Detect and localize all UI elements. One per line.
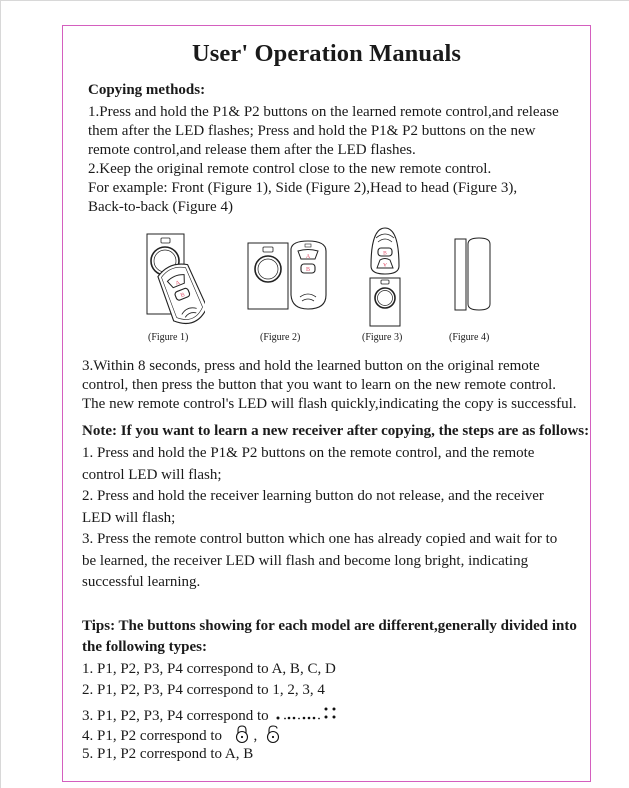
svg-text:B: B (305, 267, 311, 273)
manual-page (62, 25, 591, 782)
tips-item: 2. P1, P2, P3, P4 correspond to 1, 2, 3, 4 (82, 682, 325, 698)
svg-text:B: B (179, 292, 186, 300)
tips-item-4-text: 4. P1, P2 correspond to (82, 728, 222, 744)
note-line: control LED will flash; (82, 467, 222, 483)
dot-symbols-icon (274, 703, 352, 723)
step3-line: 3.Within 8 seconds, press and hold the learned button on the original remote (82, 358, 540, 374)
tips-item-3-text: 3. P1, P2, P3, P4 correspond to (82, 708, 269, 724)
step3-line: The new remote control's LED will flash quickly,indicating the copy is successful. (82, 396, 577, 412)
svg-text:A: A (174, 279, 182, 288)
page-title: User' Operation Manuals (191, 40, 462, 67)
copying-line: remote control,and release them after the LED flashes. (88, 142, 416, 158)
note-line: successful learning. (82, 574, 201, 590)
tips-heading-continued: the following types: (82, 639, 207, 655)
step3-line: control, then press the button that you want to learn on the new remote control. (82, 377, 557, 393)
note-line: be learned, the receiver LED will flash and become long bright, indicating (82, 553, 529, 569)
symbol-separator: , (253, 728, 258, 744)
tips-item: 1. P1, P2, P3, P4 correspond to A, B, C, D (82, 661, 336, 677)
note-heading: Note: If you want to learn a new receiver after copying, the steps are as follows: (82, 423, 590, 439)
lock-open-icon (265, 724, 281, 744)
copying-line: For example: Front (Figure 1), Side (Figure 2),Head to head (Figure 3), (88, 180, 518, 196)
tips-item: 5. P1, P2 correspond to A, B (82, 746, 254, 762)
svg-text:A: A (383, 261, 387, 267)
figure-2-side-illustration (246, 239, 336, 311)
figure-2-caption: (Figure 2) (260, 332, 301, 343)
figure-4-back-to-back-illustration (453, 236, 493, 312)
copying-line: them after the LED flashes; Press and hold the P1& P2 buttons on the new (88, 123, 536, 139)
svg-text:B: B (383, 250, 387, 257)
copying-line: Back-to-back (Figure 4) (88, 199, 233, 215)
note-line: 1. Press and hold the P1& P2 buttons on the remote control, and the remote (82, 445, 535, 461)
tips-heading: Tips: The buttons showing for each model are different,generally divided into (82, 618, 577, 634)
tips-item-4 (82, 724, 281, 746)
figure-1-caption: (Figure 1) (148, 332, 189, 343)
lock-closed-icon (234, 724, 250, 744)
note-line: 2. Press and hold the receiver learning button do not release, and the receiver (82, 488, 544, 504)
copying-heading: Copying methods: (88, 82, 206, 98)
figure-4-caption: (Figure 4) (449, 332, 490, 343)
copying-line: 1.Press and hold the P1& P2 buttons on the learned remote control,and release (88, 104, 559, 120)
figure-1-front-illustration (145, 231, 205, 331)
figure-3-head-to-head-illustration (368, 226, 402, 328)
copying-line: 2.Keep the original remote control close to the new remote control. (88, 161, 492, 177)
tips-item-3 (82, 703, 352, 726)
note-line: LED will flash; (82, 510, 176, 526)
figure-3-caption: (Figure 3) (362, 332, 403, 343)
svg-text:A: A (305, 254, 311, 260)
note-line: 3. Press the remote control button which one has already copied and wait for to (82, 531, 558, 547)
